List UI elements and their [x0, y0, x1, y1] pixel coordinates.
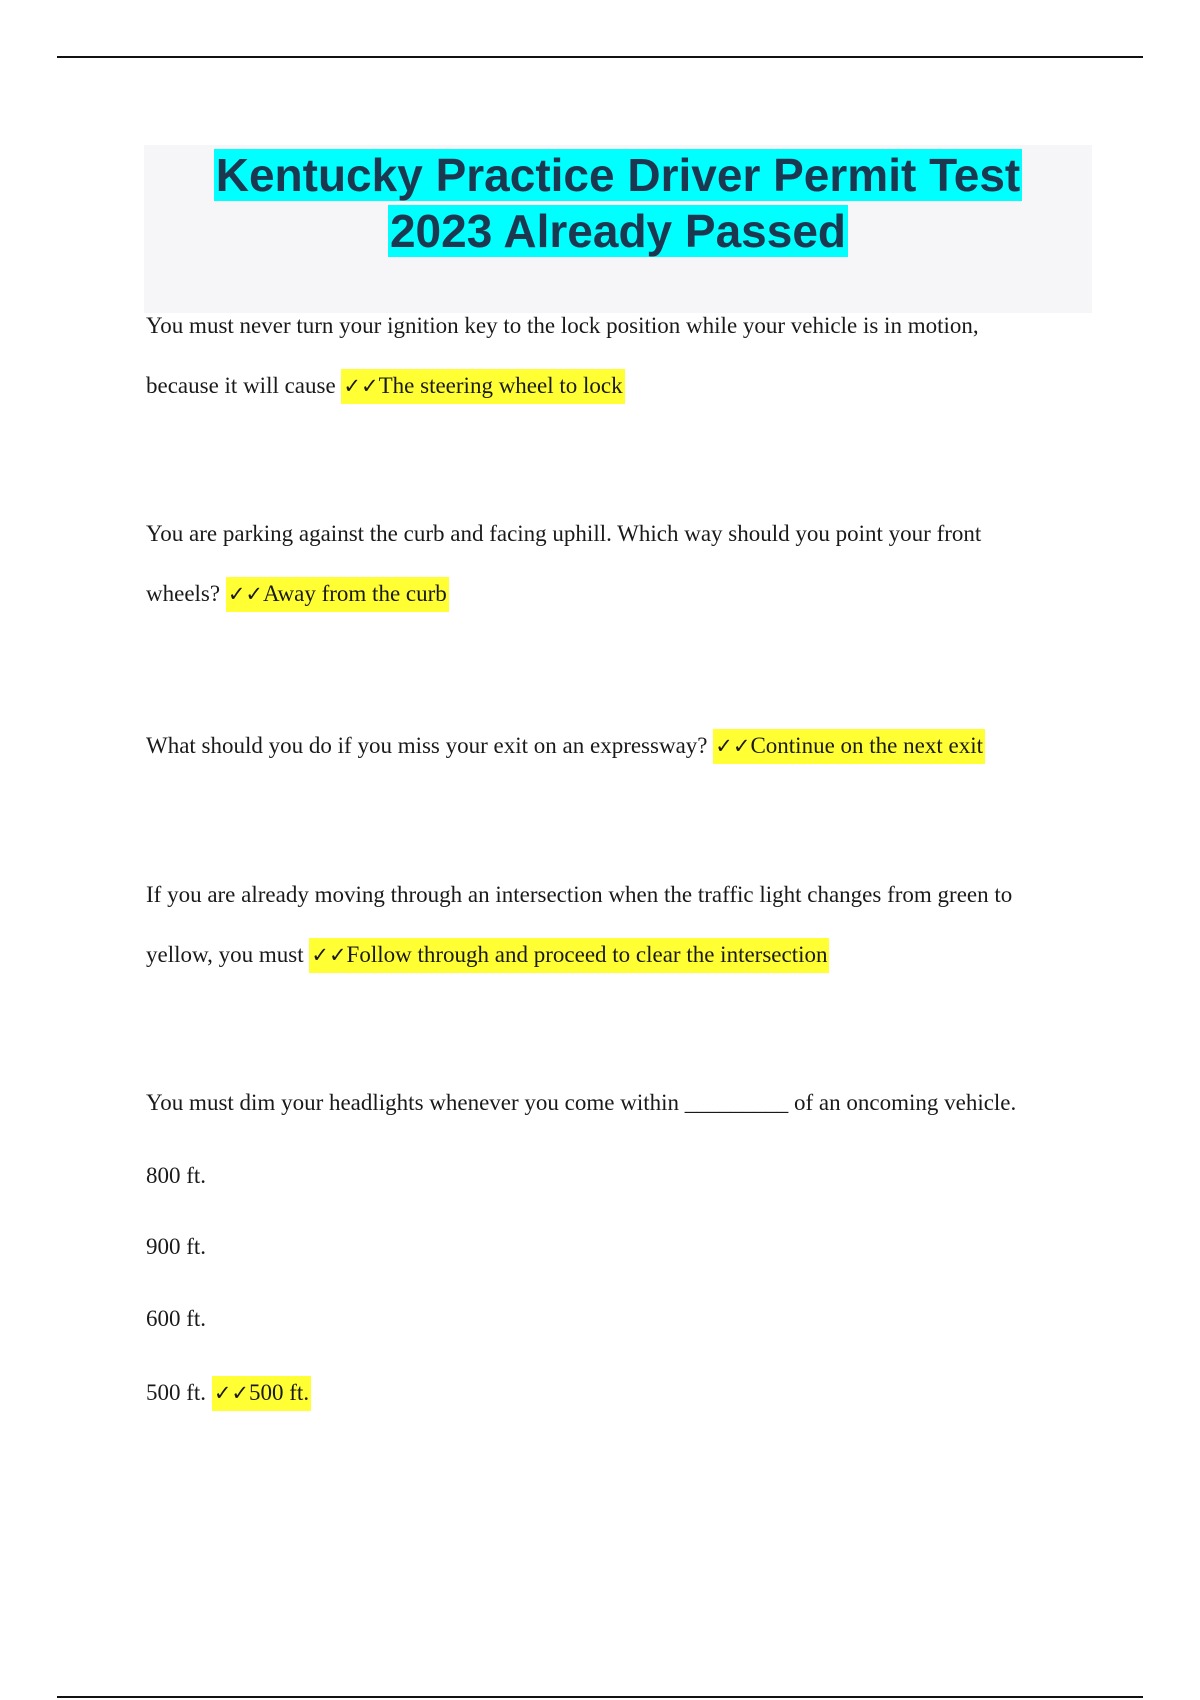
page-top-rule [57, 56, 1143, 58]
title-line-2: 2023 Already Passed [389, 205, 847, 257]
question-5-option-2: 900 ft. [146, 1234, 207, 1259]
question-1-text-line-2: because it will cause [146, 373, 342, 398]
answer-5-highlight [212, 1376, 311, 1411]
document-title [144, 145, 1092, 259]
question-3-text: What should you do if you miss your exit on an expressway? [146, 733, 714, 758]
check-mark-icon: ✓✓ [213, 1381, 250, 1405]
question-4-text-line-1: If you are already moving through an intersection when the traffic light changes from green to [146, 882, 1013, 907]
question-5-option-1: 800 ft. [146, 1163, 207, 1188]
question-5-option-3: 600 ft. [146, 1306, 207, 1331]
question-1 [146, 296, 1086, 416]
question-5 [146, 1073, 1086, 1133]
answer-4-highlight [309, 938, 829, 973]
question-5-option-4 [146, 1373, 311, 1413]
answer-4-text: Follow through and proceed to clear the intersection [346, 942, 828, 967]
answer-2-text: Away from the curb [263, 581, 447, 606]
check-mark-icon: ✓✓ [311, 943, 347, 967]
question-5-text: You must dim your headlights whenever you come within _________ of an oncoming vehicle. [146, 1090, 1017, 1115]
title-block [144, 145, 1092, 313]
question-2-text-line-1: You are parking against the curb and facing uphill. Which way should you point your front [146, 521, 982, 546]
answer-2-highlight [226, 577, 449, 612]
answer-3-highlight [713, 729, 985, 764]
question-2 [146, 504, 1086, 624]
answer-1-text: The steering wheel to lock [378, 373, 623, 398]
check-mark-icon: ✓✓ [227, 582, 264, 606]
check-mark-icon: ✓✓ [343, 374, 379, 398]
check-mark-icon: ✓✓ [715, 734, 751, 758]
question-4 [146, 865, 1086, 985]
answer-1-highlight [341, 369, 624, 404]
answer-3-text: Continue on the next exit [750, 733, 983, 758]
title-line-1: Kentucky Practice Driver Permit Test [215, 149, 1021, 201]
page-bottom-rule [57, 1696, 1143, 1698]
question-2-text-line-2: wheels? [146, 581, 226, 606]
answer-5-text: 500 ft. [249, 1380, 310, 1405]
question-3 [146, 716, 1086, 776]
question-4-text-line-2: yellow, you must [146, 942, 310, 967]
question-1-text-line-1: You must never turn your ignition key to the lock position while your vehicle is in motion, [146, 313, 979, 338]
question-5-option-4-text: 500 ft. [146, 1380, 212, 1405]
